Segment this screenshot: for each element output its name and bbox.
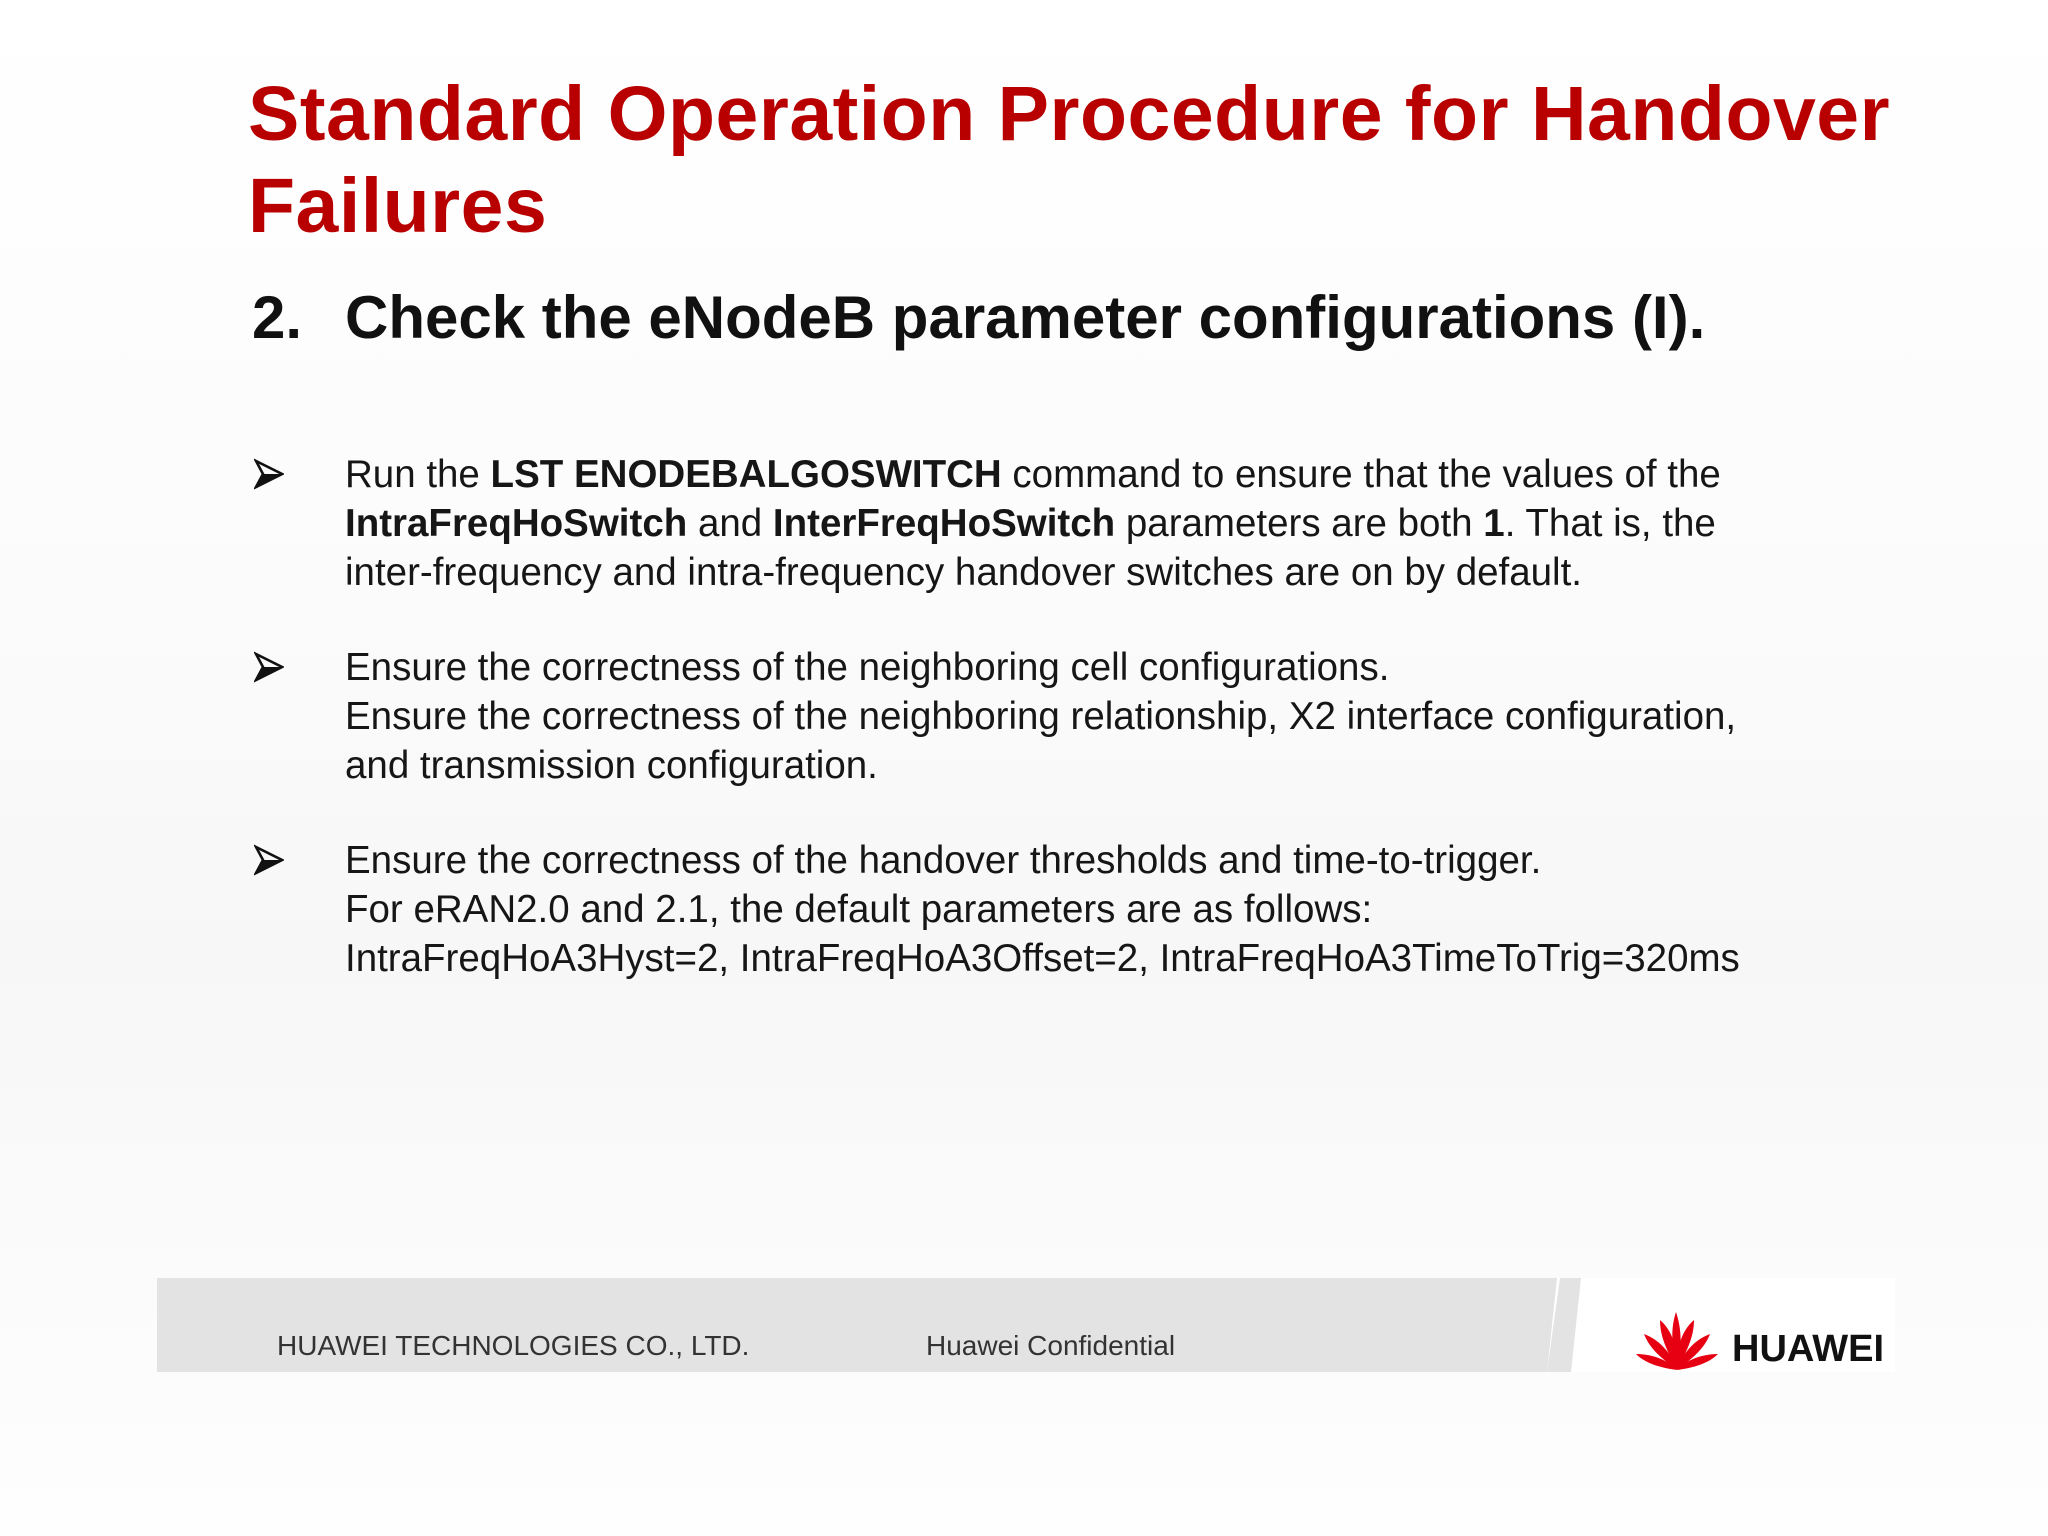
bullet-line: Ensure the correctness of the neighboring relationship, X2 interface configuration, xyxy=(345,695,1737,738)
bullet-text: and xyxy=(687,502,773,545)
bullet-line: inter-frequency and intra-frequency handover switches are on by default. xyxy=(345,551,1582,594)
bullet-line: IntraFreqHoA3Hyst=2, IntraFreqHoA3Offset=2, IntraFreqHoA3TimeToTrig=320ms xyxy=(345,937,1740,980)
arrow-bullet-icon xyxy=(254,651,284,683)
parameter-name: InterFreqHoSwitch xyxy=(772,502,1116,545)
confidentiality-label: Huawei Confidential xyxy=(926,1330,1176,1361)
huawei-flower-logo-icon xyxy=(1632,1308,1722,1372)
section-heading xyxy=(252,278,1705,358)
bullet-line xyxy=(345,450,1852,499)
arrow-bullet-icon xyxy=(254,844,284,876)
bullet-line xyxy=(345,499,1852,548)
bullet-line: Ensure the correctness of the neighboring cell configurations. xyxy=(345,646,1390,689)
bullet-text: . That is, the xyxy=(1504,502,1716,545)
bullet-line: and transmission configuration. xyxy=(345,744,878,787)
parameter-value: 1 xyxy=(1483,502,1505,545)
slide-footer xyxy=(157,1278,1895,1372)
bullet-line: For eRAN2.0 and 2.1, the default parameters are as follows: xyxy=(345,888,1373,931)
section-number: 2. xyxy=(252,284,303,351)
bullet-line: Ensure the correctness of the handover thresholds and time-to-trigger. xyxy=(345,839,1542,882)
bullet-item xyxy=(252,450,1852,597)
bullet-text: command to ensure that the values of the xyxy=(1001,453,1721,496)
bullet-text: Run the xyxy=(345,453,491,496)
huawei-logo-text: HUAWEI xyxy=(1732,1328,1884,1370)
bullet-list xyxy=(252,450,1852,1029)
section-heading-text: Check the eNodeB parameter configurations (I). xyxy=(345,284,1706,351)
command-name: LST ENODEBALGOSWITCH xyxy=(490,453,1002,496)
slide-title: Standard Operation Procedure for Handover Failures xyxy=(248,71,1891,249)
bullet-text: parameters are both xyxy=(1115,502,1484,545)
parameter-name: IntraFreqHoSwitch xyxy=(345,502,688,545)
company-name: HUAWEI TECHNOLOGIES CO., LTD. xyxy=(277,1330,750,1361)
bullet-item xyxy=(252,836,1852,983)
bullet-item xyxy=(252,643,1852,790)
arrow-bullet-icon xyxy=(254,458,284,490)
